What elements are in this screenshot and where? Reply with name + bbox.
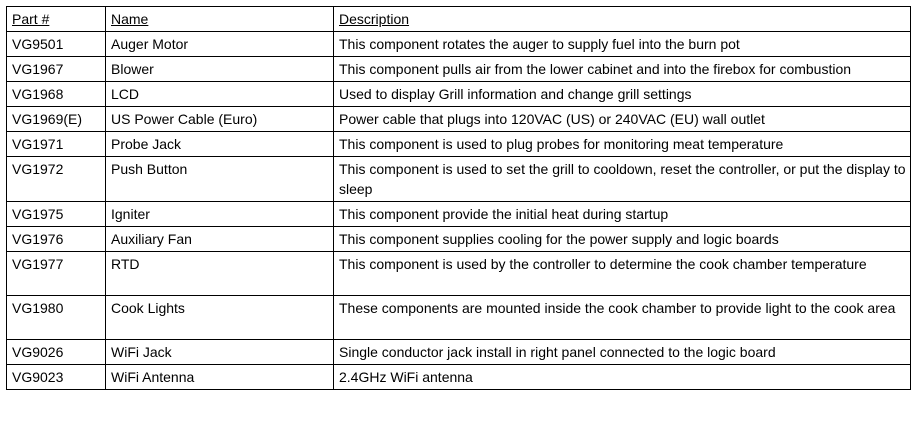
table-row (7, 107, 911, 132)
column-header-name (106, 7, 334, 32)
part-name-cell: Push Button (106, 157, 334, 202)
part-number-cell: VG1967 (7, 57, 106, 82)
part-description-cell: This component supplies cooling for the power supply and logic boards (334, 227, 911, 252)
table-row (7, 132, 911, 157)
part-description-cell: Power cable that plugs into 120VAC (US) or 240VAC (EU) wall outlet (334, 107, 911, 132)
part-description-cell: This component is used by the controller to determine the cook chamber temperature (334, 252, 911, 296)
table-row (7, 296, 911, 340)
part-name-cell: Igniter (106, 202, 334, 227)
part-number-cell: VG1975 (7, 202, 106, 227)
part-number-cell: VG1977 (7, 252, 106, 296)
part-description-cell: This component is used to plug probes for monitoring meat temperature (334, 132, 911, 157)
table-header-row (7, 7, 911, 32)
column-header-part (7, 7, 106, 32)
part-description-cell: This component rotates the auger to supply fuel into the burn pot (334, 32, 911, 57)
part-number-cell: VG1968 (7, 82, 106, 107)
table-row (7, 202, 911, 227)
column-header-part-label: Part # (12, 11, 50, 27)
part-description-cell: This component is used to set the grill to cooldown, reset the controller, or put the display to sleep (334, 157, 911, 202)
part-description-cell: These components are mounted inside the cook chamber to provide light to the cook area (334, 296, 911, 340)
part-number-cell: VG1980 (7, 296, 106, 340)
table-row (7, 340, 911, 365)
table-row (7, 157, 911, 202)
parts-table (6, 6, 911, 390)
table-row (7, 365, 911, 390)
part-name-cell: Auger Motor (106, 32, 334, 57)
part-name-cell: RTD (106, 252, 334, 296)
part-name-cell: WiFi Jack (106, 340, 334, 365)
part-description-cell: 2.4GHz WiFi antenna (334, 365, 911, 390)
part-name-cell: WiFi Antenna (106, 365, 334, 390)
table-row (7, 252, 911, 296)
part-number-cell: VG1971 (7, 132, 106, 157)
part-name-cell: Blower (106, 57, 334, 82)
part-number-cell: VG9026 (7, 340, 106, 365)
column-header-name-label: Name (111, 11, 149, 27)
part-description-cell: This component provide the initial heat during startup (334, 202, 911, 227)
column-header-description (334, 7, 911, 32)
part-number-cell: VG9023 (7, 365, 106, 390)
part-description-cell: This component pulls air from the lower cabinet and into the firebox for combustion (334, 57, 911, 82)
part-name-cell: US Power Cable (Euro) (106, 107, 334, 132)
part-number-cell: VG1972 (7, 157, 106, 202)
part-name-cell: Cook Lights (106, 296, 334, 340)
part-name-cell: Auxiliary Fan (106, 227, 334, 252)
part-name-cell: Probe Jack (106, 132, 334, 157)
table-row (7, 57, 911, 82)
part-description-cell: Single conductor jack install in right panel connected to the logic board (334, 340, 911, 365)
part-number-cell: VG1969(E) (7, 107, 106, 132)
column-header-description-label: Description (339, 11, 410, 27)
parts-table-container (6, 6, 911, 390)
table-row (7, 227, 911, 252)
part-number-cell: VG1976 (7, 227, 106, 252)
part-description-cell: Used to display Grill information and change grill settings (334, 82, 911, 107)
part-number-cell: VG9501 (7, 32, 106, 57)
part-name-cell: LCD (106, 82, 334, 107)
table-row (7, 82, 911, 107)
table-row (7, 32, 911, 57)
